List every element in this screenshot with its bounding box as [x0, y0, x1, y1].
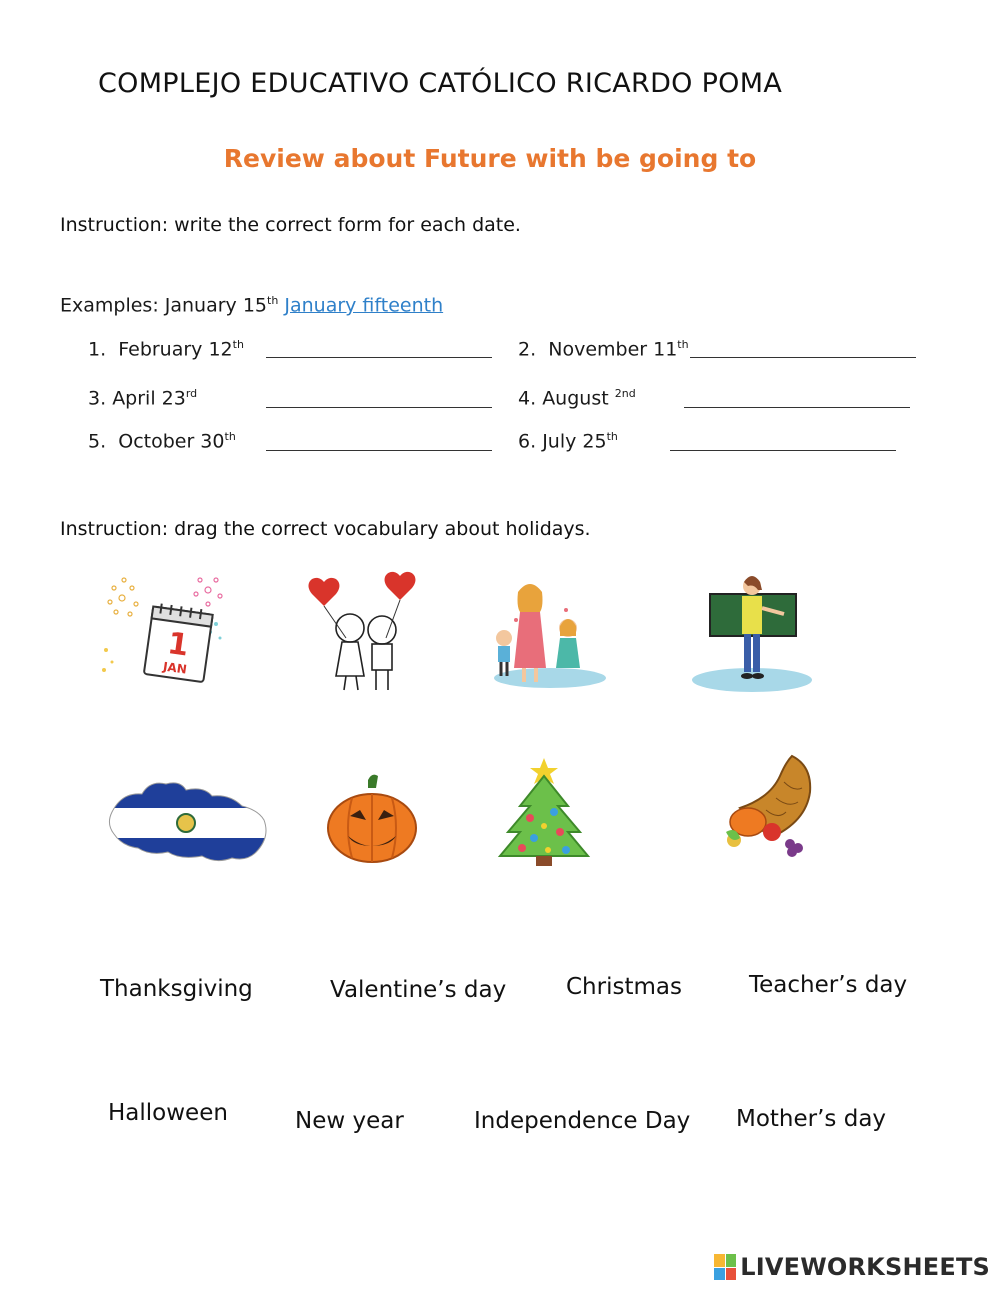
firework-left-icon	[108, 578, 138, 616]
example-label: Examples: January 15	[60, 294, 268, 317]
answer-field-3[interactable]	[266, 407, 492, 408]
example-line	[60, 294, 443, 316]
answer-field-6[interactable]	[670, 450, 896, 451]
brand-name: LIVEWORKSHEETS	[740, 1253, 990, 1281]
word-mothers-day[interactable]: Mother’s day	[736, 1106, 887, 1132]
answer-field-4[interactable]	[684, 407, 910, 408]
item-number: 3.	[88, 387, 107, 410]
item-number: 6.	[518, 430, 537, 453]
item-date: October 30	[118, 430, 225, 453]
word-teachers-day[interactable]: Teacher’s day	[749, 972, 908, 998]
christmas-tree-image[interactable]	[494, 756, 594, 868]
date-item-2	[518, 338, 689, 360]
school-name: COMPLEJO EDUCATIVO CATÓLICO RICARDO POMA	[98, 68, 783, 99]
instruction-dates: Instruction: write the correct form for each date.	[60, 214, 521, 236]
item-number: 5.	[88, 430, 107, 453]
item-date: April 23	[112, 387, 186, 410]
pumpkin-image[interactable]	[322, 772, 422, 867]
valentine-kids-image[interactable]	[302, 568, 432, 698]
item-suffix: rd	[185, 387, 198, 400]
date-item-6	[518, 430, 618, 452]
liveworksheets-icon	[714, 1254, 736, 1280]
word-independence-day[interactable]: Independence Day	[474, 1108, 691, 1134]
calendar-day: 1	[165, 626, 191, 664]
item-date: July 25	[542, 430, 607, 453]
item-suffix: th	[224, 430, 236, 443]
example-suffix: th	[267, 294, 279, 307]
instruction-holidays: Instruction: drag the correct vocabulary about holidays.	[60, 518, 591, 540]
date-item-4	[518, 387, 636, 409]
date-item-5	[88, 430, 236, 452]
cornucopia-image[interactable]	[718, 752, 828, 862]
firework-right-icon	[194, 578, 222, 606]
heart-balloon-icon	[309, 578, 340, 606]
word-valentines-day[interactable]: Valentine’s day	[330, 977, 507, 1003]
word-thanksgiving[interactable]: Thanksgiving	[100, 976, 253, 1002]
item-suffix: th	[606, 430, 618, 443]
calendar-icon	[144, 602, 213, 682]
date-item-3	[88, 387, 197, 409]
item-suffix: 2nd	[614, 387, 636, 400]
worksheet-title: Review about Future with be going to	[223, 144, 757, 173]
el-salvador-flag-map-image[interactable]	[104, 774, 274, 874]
word-christmas[interactable]: Christmas	[566, 974, 682, 1000]
word-halloween[interactable]: Halloween	[108, 1100, 228, 1126]
coat-of-arms-icon	[177, 814, 195, 832]
new-year-calendar-image[interactable]	[96, 566, 226, 696]
example-answer: January fifteenth	[284, 294, 444, 317]
item-suffix: th	[232, 338, 244, 351]
item-number: 2.	[518, 338, 537, 361]
item-number: 1.	[88, 338, 107, 361]
calendar-month: JAN	[162, 659, 188, 677]
answer-field-1[interactable]	[266, 357, 492, 358]
item-date: November 11	[548, 338, 678, 361]
date-item-1	[88, 338, 244, 360]
word-new-year[interactable]: New year	[295, 1108, 404, 1134]
answer-field-5[interactable]	[266, 450, 492, 451]
item-date: February 12	[118, 338, 233, 361]
answer-field-2[interactable]	[690, 357, 916, 358]
heart-balloon-icon	[385, 572, 416, 600]
teacher-board-image[interactable]	[690, 572, 820, 702]
item-number: 4.	[518, 387, 537, 410]
mother-children-image[interactable]	[488, 572, 618, 702]
liveworksheets-logo	[714, 1253, 990, 1281]
item-date: August	[542, 387, 615, 410]
item-suffix: th	[677, 338, 689, 351]
